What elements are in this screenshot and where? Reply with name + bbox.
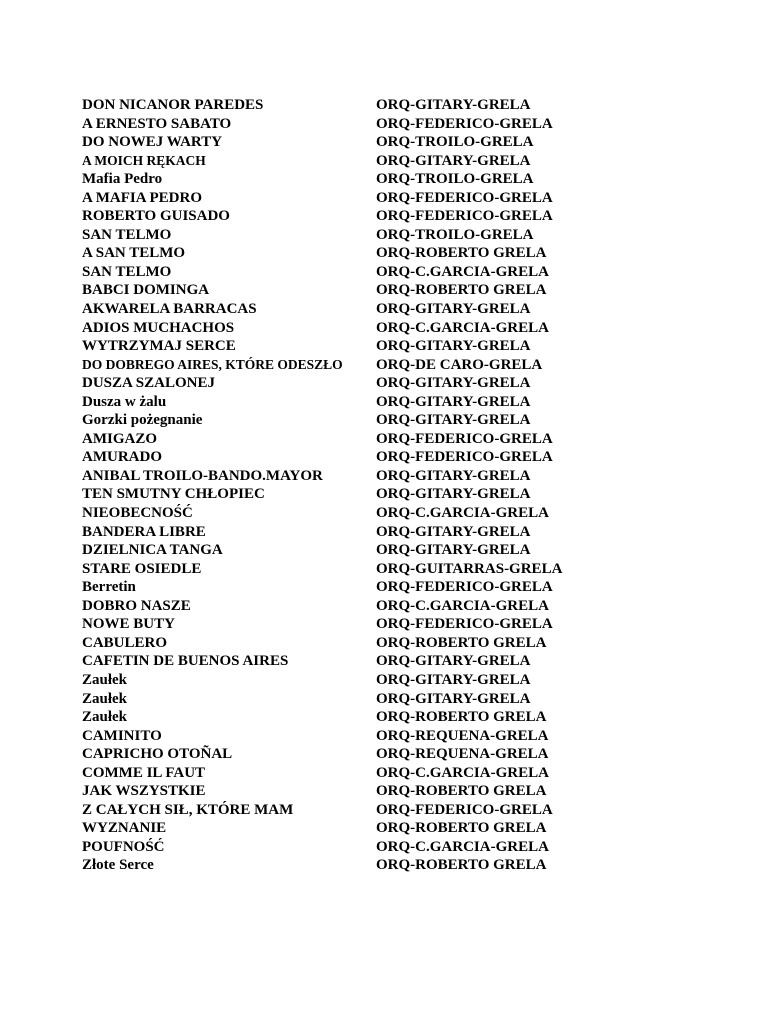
orchestra-name: ORQ-GUITARRAS-GRELA — [376, 560, 563, 577]
orchestra-name: ORQ-C.GARCIA-GRELA — [376, 597, 549, 614]
song-title: AMIGAZO — [82, 430, 157, 447]
orchestra-name: ORQ-FEDERICO-GRELA — [376, 115, 553, 132]
table-row — [82, 523, 722, 542]
song-title: POUFNOŚĆ — [82, 838, 165, 855]
song-title: DZIELNICA TANGA — [82, 542, 223, 559]
table-row — [82, 727, 722, 746]
table-row — [82, 448, 722, 467]
song-title: A SAN TELMO — [82, 245, 186, 262]
song-title: Berretin — [82, 579, 136, 596]
table-row — [82, 356, 722, 375]
song-title: COMME IL FAUT — [82, 764, 206, 781]
song-title: Z CAŁYCH SIŁ, KTÓRE MAM — [82, 801, 294, 818]
table-row — [82, 578, 722, 597]
table-row — [82, 708, 722, 727]
table-row — [82, 801, 722, 820]
orchestra-name: ORQ-FEDERICO-GRELA — [376, 616, 553, 633]
orchestra-name: ORQ-REQUENA-GRELA — [376, 746, 549, 763]
orchestra-name: ORQ-C.GARCIA-GRELA — [376, 263, 549, 280]
table-row — [82, 281, 722, 300]
orchestra-name: ORQ-FEDERICO-GRELA — [376, 449, 553, 466]
table-row — [82, 690, 722, 709]
table-row — [82, 411, 722, 430]
table-row — [82, 504, 722, 523]
orchestra-name: ORQ-REQUENA-GRELA — [376, 727, 549, 744]
table-row — [82, 115, 722, 134]
table-row — [82, 170, 722, 189]
song-title: WYTRZYMAJ SERCE — [82, 338, 236, 355]
song-title: A MAFIA PEDRO — [82, 189, 202, 206]
song-title: CAFETIN DE BUENOS AIRES — [82, 653, 289, 670]
orchestra-name: ORQ-GITARY-GRELA — [376, 690, 531, 707]
orchestra-name: ORQ-GITARY-GRELA — [376, 523, 531, 540]
song-title: JAK WSZYSTKIE — [82, 783, 206, 800]
song-title: A MOICH RĘKACH — [82, 152, 206, 168]
orchestra-name: ORQ-TROILO-GRELA — [376, 171, 534, 188]
orchestra-name: ORQ-FEDERICO-GRELA — [376, 579, 553, 596]
orchestra-name: ORQ-GITARY-GRELA — [376, 152, 531, 169]
orchestra-name: ORQ-C.GARCIA-GRELA — [376, 319, 549, 336]
song-title: Mafia Pedro — [82, 171, 163, 188]
orchestra-name: ORQ-ROBERTO GRELA — [376, 282, 547, 299]
table-row — [82, 819, 722, 838]
table-row — [82, 319, 722, 338]
table-row — [82, 133, 722, 152]
orchestra-name: ORQ-GITARY-GRELA — [376, 97, 531, 113]
song-title: BANDERA LIBRE — [82, 523, 206, 540]
song-title: CAPRICHO OTOÑAL — [82, 746, 233, 763]
song-title: SAN TELMO — [82, 263, 172, 280]
song-title: A ERNESTO SABATO — [82, 115, 232, 132]
orchestra-name: ORQ-GITARY-GRELA — [376, 486, 531, 503]
song-title: Zaułek — [82, 690, 128, 707]
table-row — [82, 96, 722, 115]
song-title: DUSZA SZALONEJ — [82, 375, 215, 392]
table-row — [82, 300, 722, 319]
table-row — [82, 782, 722, 801]
table-row — [82, 615, 722, 634]
orchestra-name: ORQ-GITARY-GRELA — [376, 375, 531, 392]
table-row — [82, 374, 722, 393]
song-title: STARE OSIEDLE — [82, 560, 202, 577]
table-row — [82, 764, 722, 783]
song-list — [82, 96, 722, 875]
orchestra-name: ORQ-ROBERTO GRELA — [376, 245, 547, 262]
song-title: NIEOBECNOŚĆ — [82, 505, 193, 522]
orchestra-name: ORQ-FEDERICO-GRELA — [376, 208, 553, 225]
table-row — [82, 671, 722, 690]
table-row — [82, 634, 722, 653]
orchestra-name: ORQ-TROILO-GRELA — [376, 226, 534, 243]
orchestra-name: ORQ-ROBERTO GRELA — [376, 857, 547, 874]
song-title: DON NICANOR PAREDES — [82, 97, 264, 113]
table-row — [82, 207, 722, 226]
table-row — [82, 485, 722, 504]
table-row — [82, 838, 722, 857]
table-row — [82, 263, 722, 282]
table-row — [82, 226, 722, 245]
orchestra-name: ORQ-ROBERTO GRELA — [376, 783, 547, 800]
table-row — [82, 152, 722, 171]
table-row — [82, 189, 722, 208]
song-title: BABCI DOMINGA — [82, 282, 210, 299]
song-title: Gorzki pożegnanie — [82, 412, 203, 429]
song-title: AKWARELA BARRACAS — [82, 301, 257, 318]
table-row — [82, 652, 722, 671]
orchestra-name: ORQ-GITARY-GRELA — [376, 412, 531, 429]
song-title: DOBRO NASZE — [82, 597, 191, 614]
orchestra-name: ORQ-FEDERICO-GRELA — [376, 430, 553, 447]
orchestra-name: ORQ-FEDERICO-GRELA — [376, 189, 553, 206]
song-title: ADIOS MUCHACHOS — [82, 319, 235, 336]
song-title: CABULERO — [82, 634, 168, 651]
orchestra-name: ORQ-DE CARO-GRELA — [376, 356, 543, 373]
orchestra-name: ORQ-GITARY-GRELA — [376, 393, 531, 410]
orchestra-name: ORQ-FEDERICO-GRELA — [376, 801, 553, 818]
song-title: CAMINITO — [82, 727, 162, 744]
orchestra-name: ORQ-GITARY-GRELA — [376, 338, 531, 355]
table-row — [82, 560, 722, 579]
orchestra-name: ORQ-ROBERTO GRELA — [376, 634, 547, 651]
song-title: SAN TELMO — [82, 226, 172, 243]
song-title: Zaułek — [82, 671, 128, 688]
table-row — [82, 430, 722, 449]
table-row — [82, 467, 722, 486]
table-row — [82, 745, 722, 764]
orchestra-name: ORQ-GITARY-GRELA — [376, 467, 531, 484]
song-title: DO DOBREGO AIRES, KTÓRE ODESZŁO — [82, 356, 343, 372]
orchestra-name: ORQ-GITARY-GRELA — [376, 542, 531, 559]
song-title: Zaułek — [82, 709, 128, 726]
song-title: DO NOWEJ WARTY — [82, 134, 223, 151]
song-title: NOWE BUTY — [82, 616, 175, 633]
table-row — [82, 541, 722, 560]
song-title: AMURADO — [82, 449, 162, 466]
song-title: ROBERTO GUISADO — [82, 208, 230, 225]
table-row — [82, 337, 722, 356]
orchestra-name: ORQ-GITARY-GRELA — [376, 671, 531, 688]
song-title: Dusza w żalu — [82, 393, 167, 410]
table-row — [82, 244, 722, 263]
orchestra-name: ORQ-C.GARCIA-GRELA — [376, 505, 549, 522]
orchestra-name: ORQ-GITARY-GRELA — [376, 653, 531, 670]
orchestra-name: ORQ-GITARY-GRELA — [376, 301, 531, 318]
orchestra-name: ORQ-ROBERTO GRELA — [376, 820, 547, 837]
song-title: Złote Serce — [82, 857, 154, 874]
song-title: TEN SMUTNY CHŁOPIEC — [82, 486, 265, 503]
orchestra-name: ORQ-TROILO-GRELA — [376, 134, 534, 151]
orchestra-name: ORQ-ROBERTO GRELA — [376, 709, 547, 726]
orchestra-name: ORQ-C.GARCIA-GRELA — [376, 838, 549, 855]
orchestra-name: ORQ-C.GARCIA-GRELA — [376, 764, 549, 781]
song-title: WYZNANIE — [82, 820, 167, 837]
table-row — [82, 856, 722, 875]
song-title: ANIBAL TROILO-BANDO.MAYOR — [82, 467, 323, 484]
table-row — [82, 393, 722, 412]
table-row — [82, 597, 722, 616]
